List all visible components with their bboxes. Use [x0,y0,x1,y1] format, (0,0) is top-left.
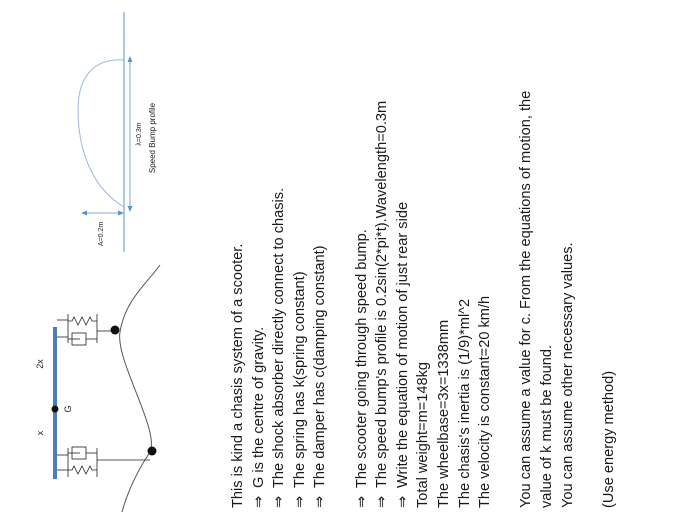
wavelength-label: λ=0.3m [136,122,143,146]
amplitude-label: A=0.2m [98,221,105,247]
mass-label: G [63,405,73,413]
arrow-icon: ⇒ [353,495,370,508]
bullet-line: ⇒The scooter going through speed bump. [352,3,373,508]
arrow-icon: ⇒ [394,495,411,508]
intro-line: This is kind a chasis system of a scooter. [230,243,246,508]
assumption-line: You can assume other necessary values. [559,242,576,508]
profile-title: Speed Bump profile [148,102,157,174]
bullet-line: ⇒The spring has k(spring constant) [290,3,311,508]
arrow-icon: ⇒ [250,495,267,508]
spec-line: The chasis's inertia is (1/9)*ml^2 [456,298,473,508]
bullet-line: ⇒Write the equation of motion of just rear side [393,3,414,508]
assumption-line: value of k must be found. [538,344,555,508]
arrow-icon: ⇒ [271,495,288,508]
spec-line: The velocity is constant=20 km/h [477,295,494,508]
x-dimension-label: x [35,430,45,436]
two-x-dimension-label: 2x [35,359,45,369]
spec-line: Total weight=m=148kg [415,361,432,508]
bullet-line: ⇒The speed bump's profile is 0.2sin(2*pi*t).Wavelength=0.3m [372,3,393,508]
bullet-line: ⇒The damper has c(damping constant) [310,3,331,508]
arrow-icon: ⇒ [312,495,329,508]
spec-line: The wheelbase=3x=1338mm [435,319,452,508]
method-line: (Use energy method) [600,370,617,508]
bullet-line: ⇒G is the centre of gravity. [249,3,270,508]
bullet-line: ⇒The shock absorber directly connect to chasis. [269,3,290,508]
assumption-line: You can assume a value for c. From the equations of motion, the [518,90,535,508]
arrow-icon: ⇒ [291,495,308,508]
problem-statement [228,3,619,508]
arrow-icon: ⇒ [374,495,391,508]
